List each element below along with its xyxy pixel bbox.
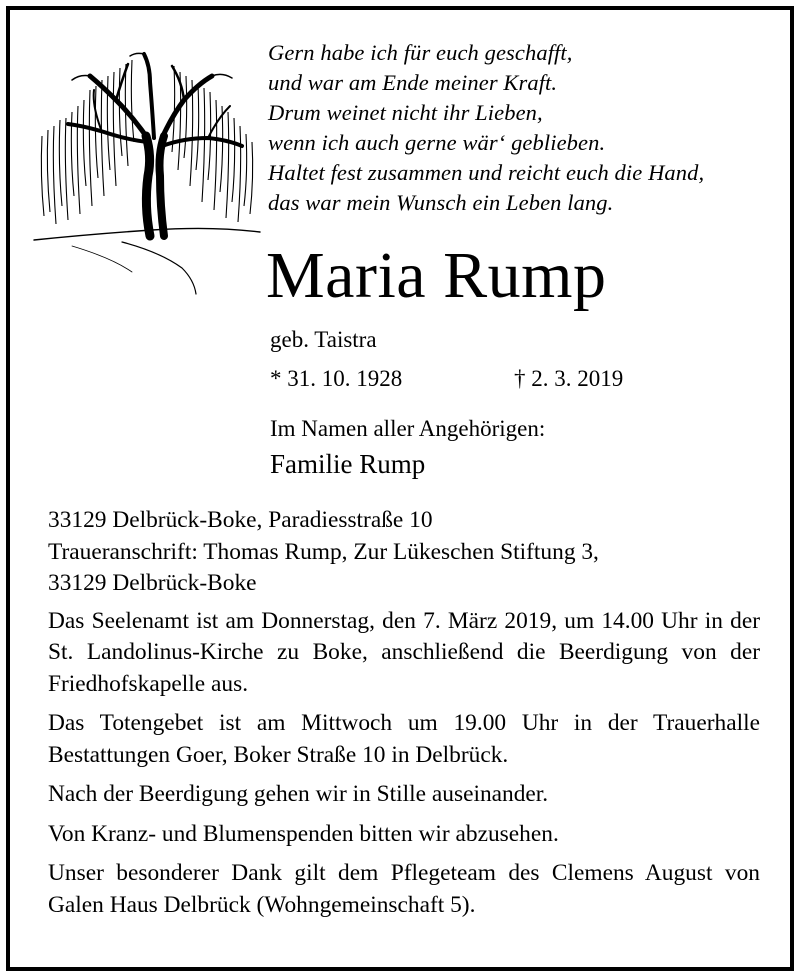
poem-line: und war am Ende meiner Kraft.: [268, 70, 558, 95]
residence-address: 33129 Delbrück-Boke, Paradiesstraße 10: [48, 507, 433, 533]
notice-body: [48, 505, 760, 929]
prayer-paragraph: Das Totengebet ist am Mittwoch um 19.00 Uhr in der Trauerhalle Bestattungen Goer, Boker Straße 10 in Delbrück.: [48, 710, 760, 768]
silence-paragraph: Nach der Beerdigung gehen wir in Stille auseinander.: [48, 781, 549, 807]
mourning-address: Traueranschrift: Thomas Rump, Zur Lükeschen Stiftung 3,: [48, 538, 599, 565]
obituary-notice: [6, 6, 794, 971]
requiem-paragraph: Das Seelenamt ist am Donnerstag, den 7. März 2019, um 14.00 Uhr in der St. Landolinus-Kirche zu Boke, anschließend die Beerdigung von der Friedhofskapelle aus.: [48, 607, 760, 697]
poem-line: Haltet fest zusammen und reicht euch die Hand,: [268, 160, 705, 185]
family-name: Familie Rump: [270, 449, 426, 479]
death-date: † 2. 3. 2019: [514, 366, 624, 391]
poem-line: Gern habe ich für euch geschafft,: [268, 40, 573, 65]
poem: [268, 38, 704, 218]
poem-line: das war mein Wunsch ein Leben lang.: [268, 190, 614, 215]
mourners-intro: Im Namen aller Angehörigen:: [270, 416, 546, 441]
birth-date: * 31. 10. 1928: [270, 366, 403, 391]
address-block: [48, 505, 760, 600]
mourning-address-city: 33129 Delbrück-Boke: [48, 570, 257, 596]
weeping-willow-icon: [32, 46, 262, 296]
poem-line: wenn ich auch gerne wär‘ geblieben.: [268, 130, 606, 155]
deceased-name: Maria Rump: [266, 239, 607, 312]
maiden-name: geb. Taistra: [270, 327, 377, 352]
flowers-paragraph: Von Kranz- und Blumenspenden bitten wir abzusehen.: [48, 820, 559, 847]
poem-line: Drum weinet nicht ihr Lieben,: [268, 100, 543, 125]
thanks-paragraph: Unser besonderer Dank gilt dem Pflegeteam des Clemens August von Galen Haus Delbrück (Wohngemeinschaft 5).: [48, 860, 760, 918]
